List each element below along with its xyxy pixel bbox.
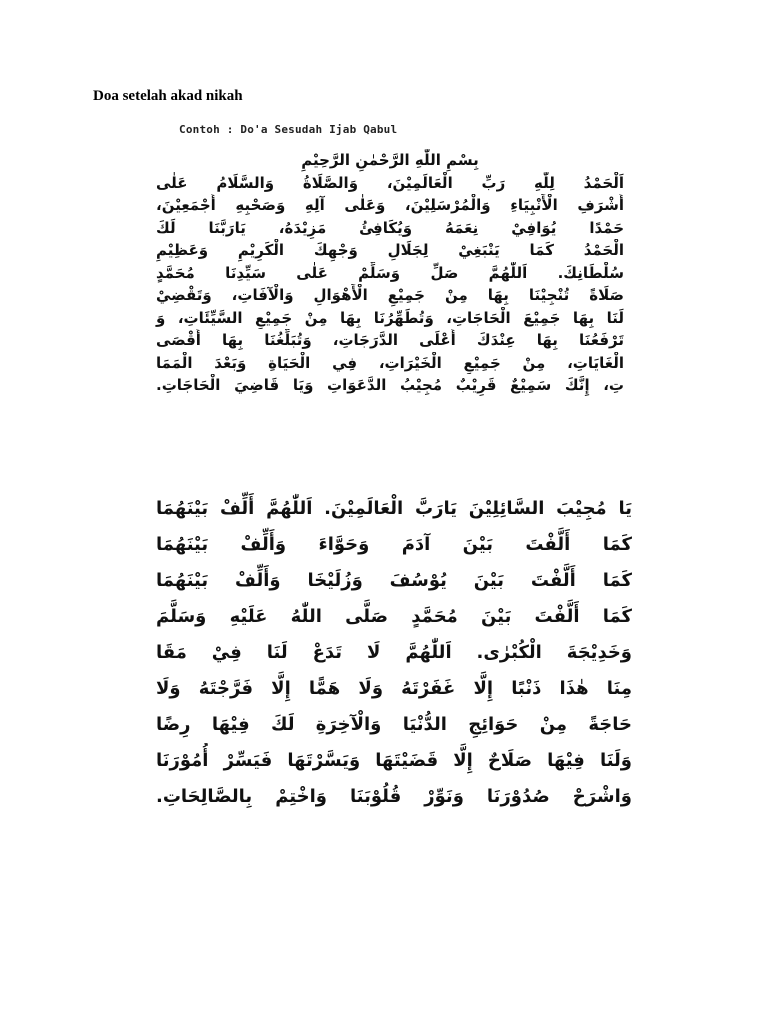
scanned-prayer-bottom: [150, 487, 638, 822]
scanned-prayer-top: [150, 115, 630, 435]
arabic-line: اَلْحَمْدُ لِلّٰهِ رَبِّ الْعَالَمِيْنَ، وَالصَّلَاةُ وَالسَّلَامُ عَلٰى: [156, 173, 624, 192]
arabic-line: وَخَدِيْجَةَ الْكُبْرٰى. اَللّٰهُمَّ لَا تَدَعْ لَنَا فِيْ مَقَا: [156, 642, 632, 663]
arabic-line: كَمَا أَلَّفْتَ بَيْنَ آدَمَ وَحَوَّاءَ وَأَلِّفْ بَيْنَهُمَا: [156, 534, 632, 555]
arabic-line: لَنَا بِهَا جَمِيْعَ الْحَاجَاتِ، وَتُطَهِّرُنَا بِهَا مِنْ جَمِيْعِ السَّيِّئَاتِ، وَ: [156, 308, 624, 327]
arabic-line: بِسْمِ اللّٰهِ الرَّحْمٰنِ الرَّحِيْمِ: [301, 151, 479, 169]
arabic-line: الْحَمْدُ كَمَا يَنْبَغِيْ لِجَلَالِ وَجْهِكَ الْكَرِيْمِ وَعَظِيْمِ: [156, 241, 624, 259]
arabic-line: تَرْفَعُنَا بِهَا عِنْدَكَ أَعْلَى الدَّرَجَاتِ، وَتُبَلِّغُنَا بِهَا أَقْصَى: [156, 331, 624, 349]
arabic-line: وَلَنَا فِيْهَا صَلَاحٌ إِلَّا قَضَيْتَهَا وَيَسَّرْتَهَا فَيَسِّرْ أُمُوْرَنَا: [156, 750, 632, 771]
arabic-line: كَمَا أَلَّفْتَ بَيْنَ مُحَمَّدٍ صَلَّى اللّٰهُ عَلَيْهِ وَسَلَّمَ: [156, 606, 632, 627]
arabic-text-block-bottom: [150, 491, 638, 815]
arabic-line: الْغَايَاتِ، مِنْ جَمِيْعِ الْخَيْرَاتِ، فِي الْحَيَاةِ وَبَعْدَ الْمَمَا: [156, 353, 624, 372]
arabic-line: تِ، إِنَّكَ سَمِيْعٌ قَرِيْبٌ مُجِيْبُ الدَّعَوَاتِ وَيَا قَاضِيَ الْحَاجَاتِ.: [156, 376, 624, 394]
scan-header: Contoh : Do'a Sesudah Ijab Qabul: [179, 123, 398, 136]
page-title: Doa setelah akad nikah: [93, 88, 243, 104]
arabic-line: مِنَا هٰذَا ذَنْبًا إِلَّا غَفَرْتَهُ وَلَا هَمًّا إِلَّا فَرَّجْتَهُ وَلَا: [156, 678, 632, 699]
arabic-line: يَا مُجِيْبَ السَّائِلِيْنَ يَارَبَّ الْعَالَمِيْنَ. اَللّٰهُمَّ أَلِّفْ بَيْنَهُمَا: [156, 498, 632, 519]
arabic-line: حَمْدًا يُوَافِيْ نِعَمَهُ وَيُكَافِئُ مَزِيْدَهُ، يَارَبَّنَا لَكَ: [156, 218, 624, 237]
arabic-line: كَمَا أَلَّفْتَ بَيْنَ يُوْسُفَ وَزُلَيْخَا وَأَلِّفْ بَيْنَهُمَا: [156, 570, 632, 591]
arabic-text-block-top: [150, 149, 630, 397]
arabic-line: صَلَاةً تُنْجِيْنَا بِهَا مِنْ جَمِيْعِ الْأَهْوَالِ وَالْآفَاتِ، وَتَقْضِيْ: [156, 286, 624, 304]
arabic-line: سُلْطَانِكَ. اَللّٰهُمَّ صَلِّ وَسَلِّمْ عَلٰى سَيِّدِنَا مُحَمَّدٍ: [156, 263, 624, 282]
arabic-line: حَاجَةً مِنْ حَوَائِجِ الدُّنْيَا وَالْآخِرَةِ لَكَ فِيْهَا رِضًا: [156, 714, 632, 735]
arabic-line: أَشْرَفِ الْأَنْبِيَاءِ وَالْمُرْسَلِيْنَ، وَعَلٰى آلِهِ وَصَحْبِهِ أَجْمَعِيْنَ،: [156, 196, 624, 214]
arabic-line: وَاشْرَحْ صُدُوْرَنَا وَنَوِّرْ قُلُوْبَنَا وَاخْتِمْ بِالصَّالِحَاتِ.: [156, 786, 632, 807]
